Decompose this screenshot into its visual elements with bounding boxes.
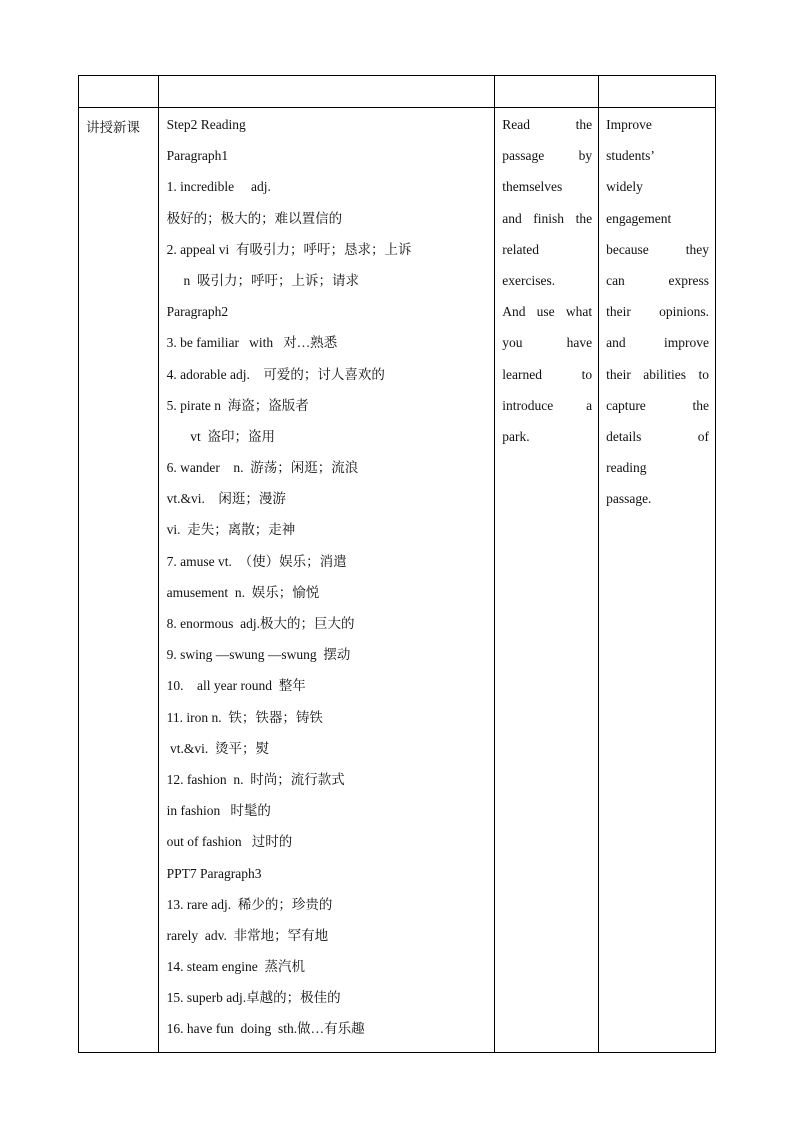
purpose-line: because they [606, 241, 709, 257]
content-lines [167, 114, 495, 1050]
content-line: 2. appeal vi 有吸引力；呼吁；恳求；上诉 [166, 241, 412, 257]
table-header-row [79, 76, 716, 108]
content-line: PPT7 Paragraph3 [166, 865, 262, 881]
purpose-line: their abilities to [606, 366, 709, 382]
purpose-line: reading [606, 460, 647, 476]
content-line: 5. pirate n 海盗；盗版者 [166, 397, 309, 413]
content-line: 1. incredible adj. [166, 179, 271, 195]
student-activity-line: introduce a [502, 397, 593, 413]
content-line: 9. swing —swung —swung 摆动 [166, 647, 351, 663]
table-row [79, 108, 716, 1053]
purpose-line: passage. [606, 491, 652, 507]
purpose-line: engagement [606, 210, 672, 226]
stage-cell [79, 108, 159, 1053]
student-activity-line: And use what [502, 304, 593, 320]
content-line: in fashion 时髦的 [166, 803, 271, 819]
lesson-plan-table [78, 75, 716, 1053]
purpose-line: Improve [606, 117, 652, 132]
student-activity-line: exercises. [502, 272, 556, 288]
header-cell-student [495, 76, 599, 108]
stage-label: 讲授新课 [86, 120, 140, 136]
content-line: Paragraph2 [166, 304, 229, 320]
content-line: vi. 走失；离散；走神 [166, 522, 296, 538]
purpose-line: capture the [606, 397, 709, 413]
content-line: out of fashion 过时的 [166, 834, 293, 850]
student-activity-line: learned to [502, 366, 593, 382]
content-line: amusement n. 娱乐；愉悦 [166, 584, 320, 600]
content-line: vt.&vi. 烫平；熨 [166, 740, 270, 756]
student-activity-line: you have [502, 335, 593, 351]
purpose-line: details of [606, 428, 709, 444]
student-activity-line: themselves [502, 179, 563, 195]
purpose-line: and improve [606, 335, 709, 351]
student-activity-line: park. [502, 428, 530, 444]
content-line: 3. be familiar with 对…熟悉 [166, 335, 338, 351]
content-line: Paragraph1 [166, 148, 229, 164]
content-line: 12. fashion n. 时尚；流行款式 [166, 771, 345, 787]
content-line: 13. rare adj. 稀少的；珍贵的 [166, 896, 333, 912]
content-line: vt.&vi. 闲逛；漫游 [166, 491, 286, 507]
header-cell-purpose [599, 76, 716, 108]
purpose-lines [606, 114, 709, 519]
content-line: 6. wander n. 游荡；闲逛；流浪 [166, 460, 359, 476]
header-cell-content [158, 76, 495, 108]
content-cell [158, 108, 495, 1053]
content-line: 10. all year round 整年 [166, 678, 306, 694]
content-line: 极好的；极大的；难以置信的 [166, 210, 343, 226]
purpose-line: their opinions. [606, 304, 709, 320]
content-line: Step2 Reading [166, 117, 246, 132]
purpose-cell [599, 108, 716, 1053]
content-line: n 吸引力；呼吁；上诉；请求 [166, 272, 359, 288]
purpose-line: can express [606, 272, 709, 288]
student-activity-line: Read the [502, 117, 593, 132]
content-line: vt 盗印；盗用 [166, 428, 276, 444]
content-line: 16. have fun doing sth.做…有乐趣 [166, 1021, 365, 1037]
content-line: 8. enormous adj.极大的；巨大的 [166, 616, 355, 631]
student-activity-cell [495, 108, 599, 1053]
content-line: 14. steam engine 蒸汽机 [166, 959, 305, 975]
content-line: rarely adv. 非常地；罕有地 [166, 927, 329, 943]
student-activity-line: related [502, 241, 539, 257]
purpose-line: students’ [606, 148, 655, 164]
content-line: 15. superb adj.卓越的；极佳的 [166, 990, 341, 1006]
student-activity-lines [502, 114, 592, 457]
student-activity-line: and finish the [502, 210, 593, 226]
purpose-line: widely [606, 179, 643, 195]
header-cell-stage [79, 76, 159, 108]
content-line: 7. amuse vt. （使）娱乐；消遣 [166, 553, 347, 569]
content-line: 11. iron n. 铁；铁器；铸铁 [166, 709, 323, 725]
content-line: 4. adorable adj. 可爱的；讨人喜欢的 [166, 366, 385, 382]
student-activity-line: passage by [502, 148, 593, 164]
